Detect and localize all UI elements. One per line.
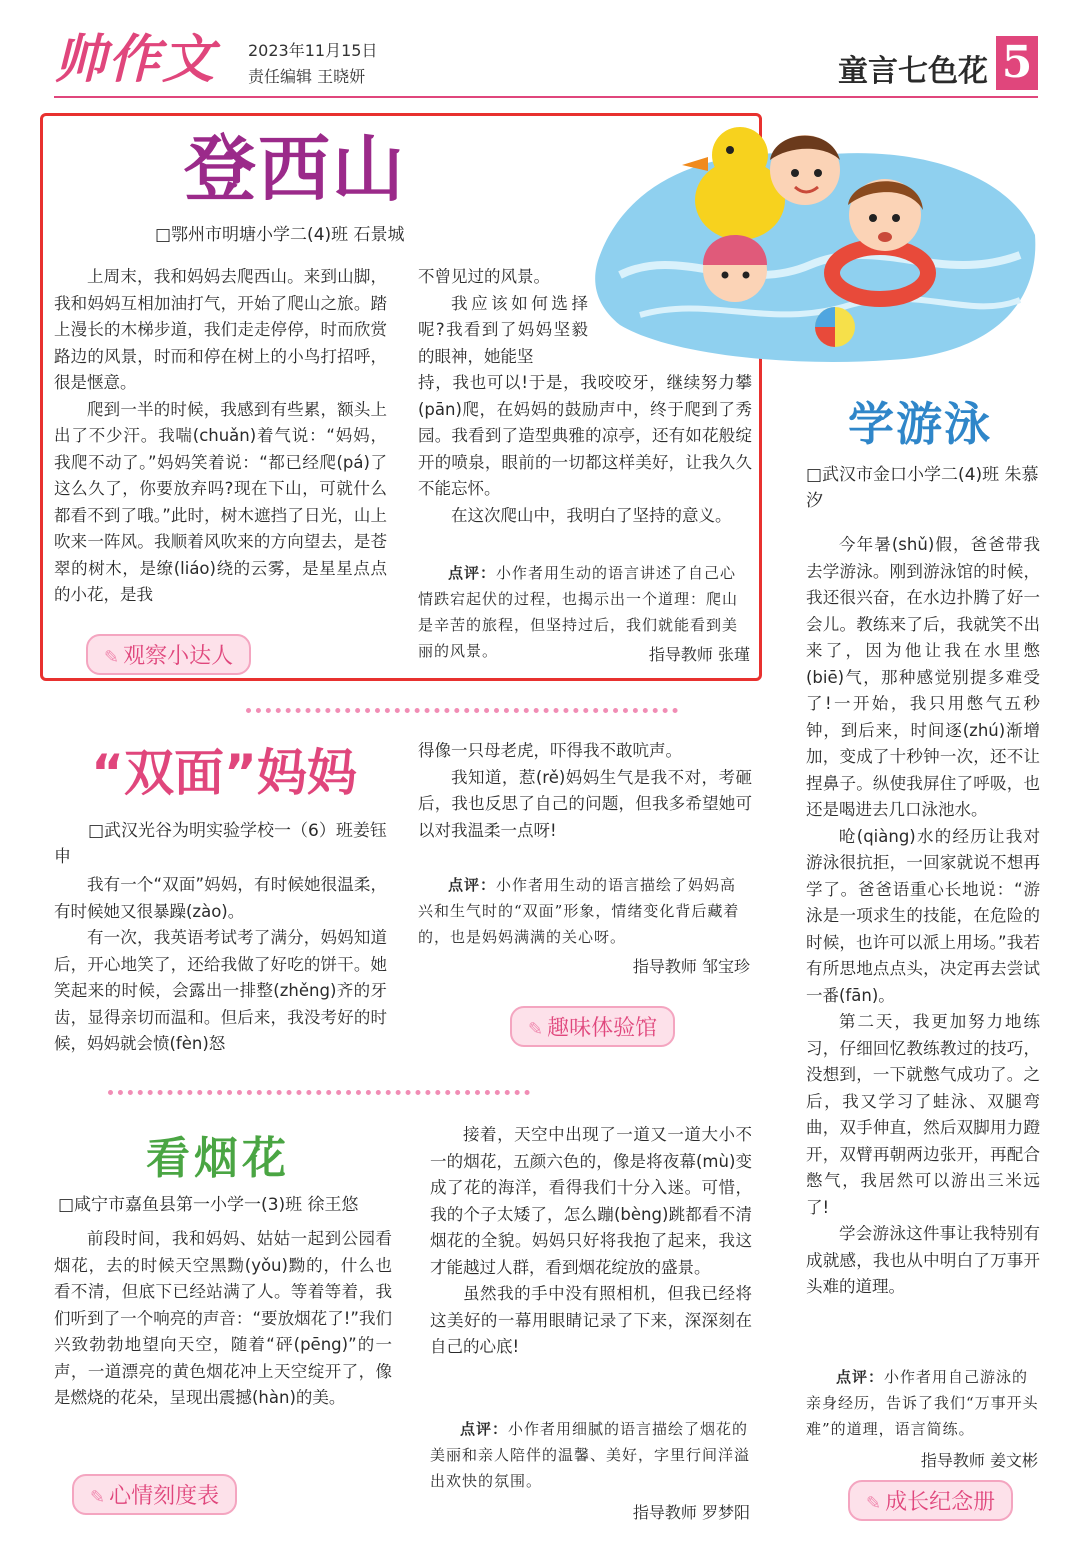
article2-right-column [418, 738, 752, 844]
article1-badge [86, 634, 251, 675]
paragraph-tail: 持，我也可以!于是，我咬咬牙，继续努力攀(pān)爬，在妈妈的鼓励声中，终于爬到了秀园。我看到了造型典雅的凉亭，还有如花般绽开的喷泉，眼前的一切都这样美好，让我久久不能忘怀。 [418, 373, 752, 498]
page-number: 5 [996, 36, 1038, 90]
pencil-icon: ✎ [866, 1493, 882, 1514]
section-divider [108, 1090, 530, 1095]
article3-teacher: 指导教师 罗梦阳 [632, 1503, 750, 1522]
article3-title: 看烟花 [146, 1133, 290, 1184]
article2-comment [418, 872, 752, 950]
pencil-icon: ✎ [90, 1487, 106, 1508]
pencil-icon: ✎ [104, 647, 120, 668]
comment-text: 小作者用生动的语言讲述了自己心情跌宕起伏的过程，也揭示出一个道理：爬山是辛苦的旅程，但坚持过后，我们就能看到美丽的风景。 [418, 564, 739, 660]
comment-text: 小作者用生动的语言描绘了妈妈高兴和生气时的“双面”形象，情绪变化背后藏着的，也是妈妈满满的关心呀。 [418, 876, 740, 946]
paragraph: 在这次爬山中，我明白了坚持的意义。 [451, 505, 732, 525]
paragraph: 我知道，惹(rě)妈妈生气是我不对，考砸后，我也反思了自己的问题，但我多希望她可以对我温柔一点呀! [418, 767, 752, 840]
issue-date: 2023年11月15日 [248, 41, 378, 60]
badge-label: 观察小达人 [123, 644, 234, 669]
paragraph: 我应该如何选择呢?我看到了妈妈坚毅的眼神，她能坚 [418, 293, 588, 366]
column-name: 童言七色花 [838, 54, 988, 89]
swimming-kids-illustration [590, 105, 1040, 370]
paragraph: 虽然我的手中没有照相机，但我已经将这美好的一幕用眼睛记录了下来，深深刻在自己的心底! [430, 1284, 752, 1356]
newspaper-logo: 帅作文 [54, 29, 217, 90]
article2-teacher: 指导教师 邹宝珍 [632, 957, 750, 976]
paragraph: 学会游泳这件事让我特别有成就感，我也从中明白了万事开头难的道理。 [806, 1224, 1040, 1296]
article2-left-column [54, 872, 387, 1058]
paragraph: 我有一个“双面”妈妈，有时候她很温柔，有时候她又很暴躁(zào)。 [54, 875, 387, 921]
comment-lead: 点评： [448, 876, 497, 894]
article3-right-column [430, 1122, 752, 1361]
article1-title: 登西山 [183, 127, 406, 211]
comment-lead: 点评： [836, 1368, 885, 1386]
paragraph: 今年暑(shǔ)假，爸爸带我去学游泳。刚到游泳馆的时候，我还很兴奋，在水边扑腾了好一会儿。教练来了后，我就笑不出来了，因为他让我在水里憋(biē)气，那种感觉别提多难受了!一开始，我只用憋气五秒钟，到后来，时间逐(zhú)渐增加，变成了十秒钟一次，还不让捏鼻子。纵使我屏住了呼吸，也还是喝进去几口泳池水。 [806, 535, 1040, 819]
pencil-icon: ✎ [528, 1019, 544, 1040]
article4-title: 学游泳 [848, 397, 992, 451]
article2-title: “双面”妈妈 [91, 744, 357, 802]
article4-teacher: 指导教师 姜文彬 [920, 1451, 1038, 1470]
paragraph: 第二天，我更加努力地练习，仔细回忆教练教过的技巧，没想到，一下就憋气成功了。之后，我又学习了蛙泳、双腿弯曲，双手伸直，然后双脚用力蹬开，双臂再朝两边张开，再配合憋气，我居然可以游出三米远了! [806, 1012, 1040, 1217]
badge-label: 心情刻度表 [109, 1484, 220, 1509]
paragraph: 有一次，我英语考试考了满分，妈妈知道后，开心地笑了，还给我做了好吃的饼干。她笑起来的时候，会露出一排整(zhěng)齐的牙齿，显得亲切而温和。但后来，我没考好的时候，妈妈就会愤(fèn)怒 [54, 928, 387, 1053]
paragraph: 前段时间，我和妈妈、姑姑一起到公园看烟花，去的时候天空黑黝(yǒu)黝的，什么也看不清，但底下已经站满了人。等着等着，我们听到了一个响亮的声音：“要放烟花了!”我们兴致勃勃地望向天空，随着“砰(pēng)”的一声，一道漂亮的黄色烟花冲上天空绽开了，像是燃烧的花朵，呈现出震撼(hàn)的美。 [54, 1229, 392, 1407]
paragraph: 接着，天空中出现了一道又一道大小不一的烟花，五颜六色的，像是将夜幕(mù)变成了花的海洋，看得我们十分入迷。可惜，我的个子太矮了，怎么蹦(bèng)跳都看不清烟花的全貌。妈妈只好将我抱了起来，我这才能越过人群，看到烟花绽放的盛景。 [430, 1125, 752, 1277]
masthead-rule [54, 96, 1038, 98]
paragraph: 爬到一半的时候，我感到有些累，额头上出了不少汗。我喘(chuǎn)着气说：“妈妈，我爬不动了。”妈妈笑着说：“都已经爬(pá)了这么久了，你要放弃吗?现在下山，可就什么都看不到了哦。”此时，树木遮挡了日光，山上吹来一阵风。我顺着风吹来的方向望去，是苍翠的树木，是缭(liáo)绕的云雾，是星星点点的小花，是我 [54, 399, 387, 604]
article4-comment [806, 1364, 1040, 1442]
comment-lead: 点评： [460, 1420, 509, 1438]
article3-byline: □咸宁市嘉鱼县第一小学一(3)班 徐王悠 [58, 1195, 359, 1215]
article4-byline: □武汉市金口小学二(4)班 朱慕汐 [806, 465, 1039, 511]
badge-label: 趣味体验馆 [547, 1016, 658, 1041]
article2-byline: □武汉光谷为明实验学校一（6）班姜钰申 [54, 821, 387, 867]
article1-right-column-top [418, 264, 588, 370]
comment-lead: 点评： [448, 564, 497, 582]
article3-left-column [54, 1226, 392, 1412]
article1-right-column [418, 370, 752, 529]
article1-byline: □鄂州市明塘小学二(4)班 石景城 [155, 225, 405, 245]
paragraph: 上周末，我和妈妈去爬西山。来到山脚，我和妈妈互相加油打气，开始了爬山之旅。踏上漫长的木梯步道，我们走走停停，时而欣赏路边的风景，时而和停在树上的小鸟打招呼，很是惬意。 [54, 267, 387, 392]
editor-credit: 责任编辑 王晓妍 [248, 67, 366, 86]
article1-teacher: 指导教师 张瑾 [648, 645, 750, 664]
section-divider [246, 708, 678, 713]
paragraph-continuation: 得像一只母老虎，吓得我不敢吭声。 [418, 741, 682, 760]
article3-badge [72, 1474, 237, 1515]
article1-left-column [54, 264, 387, 609]
article4-badge [848, 1480, 1013, 1521]
comment-text: 小作者用细腻的语言描绘了烟花的美丽和亲人陪伴的温馨、美好，字里行间洋溢出欢快的氛围。 [430, 1420, 751, 1490]
article3-comment [430, 1416, 752, 1494]
paragraph-continuation: 不曾见过的风景。 [418, 267, 550, 286]
article2-badge [510, 1006, 675, 1047]
badge-label: 成长纪念册 [885, 1490, 996, 1515]
article4-body [806, 532, 1040, 1301]
paragraph: 呛(qiàng)水的经历让我对游泳很抗拒，一回家就说不想再学了。爸爸语重心长地说：“游泳是一项求生的技能，在危险的时候，也许可以派上用场。”我若有所思地点点头，决定再去尝试一番(fān)。 [806, 826, 1040, 1005]
comment-text: 小作者用自己游泳的亲身经历，告诉了我们“万事开头难”的道理，语言简练。 [806, 1368, 1039, 1438]
